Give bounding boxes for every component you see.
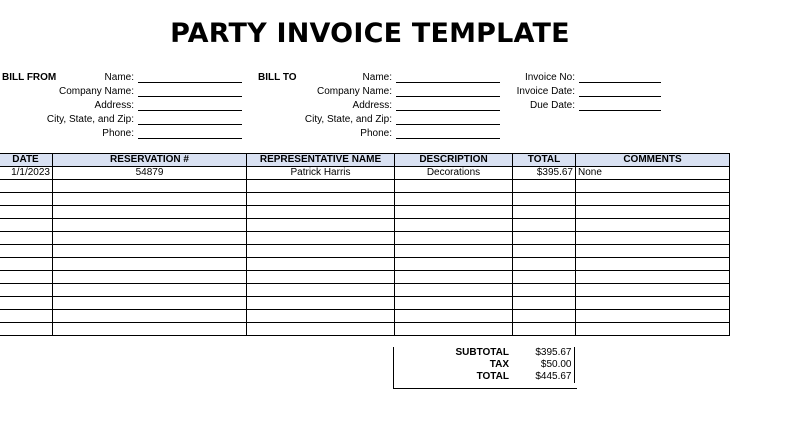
empty-cell[interactable] xyxy=(513,245,576,258)
empty-cell[interactable] xyxy=(247,180,395,193)
table-row-empty xyxy=(0,297,730,310)
empty-cell[interactable] xyxy=(576,193,730,206)
empty-cell[interactable] xyxy=(576,310,730,323)
empty-cell[interactable] xyxy=(0,271,53,284)
col-header-comments: COMMENTS xyxy=(576,154,730,167)
table-row-empty xyxy=(0,245,730,258)
empty-cell[interactable] xyxy=(395,206,513,219)
bill-from-company-label: Company Name: xyxy=(58,86,134,97)
empty-cell[interactable] xyxy=(395,284,513,297)
empty-cell[interactable] xyxy=(247,232,395,245)
cell-date[interactable]: 1/1/2023 xyxy=(0,167,53,180)
empty-cell[interactable] xyxy=(53,323,247,336)
empty-cell[interactable] xyxy=(513,258,576,271)
empty-cell[interactable] xyxy=(576,271,730,284)
totals-table xyxy=(393,347,575,383)
col-header-representative: REPRESENTATIVE NAME xyxy=(247,154,395,167)
col-header-total: TOTAL xyxy=(513,154,576,167)
bill-from-phone-field[interactable] xyxy=(138,138,242,139)
col-header-date: DATE xyxy=(0,154,53,167)
empty-cell[interactable] xyxy=(53,271,247,284)
total-row xyxy=(393,371,574,383)
empty-cell[interactable] xyxy=(53,284,247,297)
bill-to-city-label: City, State, and Zip: xyxy=(304,114,392,125)
bill-from-city-field[interactable] xyxy=(138,124,242,125)
empty-cell[interactable] xyxy=(395,271,513,284)
cell-comments[interactable]: None xyxy=(576,167,730,180)
invoice-date-label: Invoice Date: xyxy=(516,86,575,97)
tax-value[interactable]: $50.00 xyxy=(511,359,574,371)
empty-cell[interactable] xyxy=(576,258,730,271)
empty-cell[interactable] xyxy=(576,297,730,310)
empty-cell[interactable] xyxy=(0,284,53,297)
empty-cell[interactable] xyxy=(513,271,576,284)
cell-description[interactable]: Decorations xyxy=(395,167,513,180)
total-label: TOTAL xyxy=(476,371,509,382)
bill-from-name-field[interactable] xyxy=(138,82,242,83)
bill-to-city-field[interactable] xyxy=(396,124,500,125)
cell-representative[interactable]: Patrick Harris xyxy=(247,167,395,180)
empty-cell[interactable] xyxy=(513,193,576,206)
empty-cell[interactable] xyxy=(395,245,513,258)
empty-cell[interactable] xyxy=(247,258,395,271)
bill-from-name-label: Name: xyxy=(104,72,134,83)
empty-cell[interactable] xyxy=(0,232,53,245)
table-row-empty xyxy=(0,232,730,245)
empty-cell[interactable] xyxy=(576,219,730,232)
empty-cell[interactable] xyxy=(513,310,576,323)
total-value[interactable]: $445.67 xyxy=(511,371,574,383)
tax-row xyxy=(393,359,574,371)
bill-to-name-field[interactable] xyxy=(396,82,500,83)
empty-cell[interactable] xyxy=(247,245,395,258)
empty-cell[interactable] xyxy=(247,284,395,297)
empty-cell[interactable] xyxy=(247,297,395,310)
cell-reservation[interactable]: 54879 xyxy=(53,167,247,180)
empty-cell[interactable] xyxy=(53,232,247,245)
empty-cell[interactable] xyxy=(53,258,247,271)
subtotal-value[interactable]: $395.67 xyxy=(511,347,574,359)
empty-cell[interactable] xyxy=(0,323,53,336)
empty-cell[interactable] xyxy=(513,180,576,193)
due-date-field[interactable] xyxy=(579,110,661,111)
empty-cell[interactable] xyxy=(247,219,395,232)
empty-cell[interactable] xyxy=(513,206,576,219)
bill-to-phone-field[interactable] xyxy=(396,138,500,139)
empty-cell[interactable] xyxy=(53,310,247,323)
empty-cell[interactable] xyxy=(53,180,247,193)
col-header-description: DESCRIPTION xyxy=(395,154,513,167)
due-date-label: Due Date: xyxy=(529,100,575,111)
cell-total[interactable]: $395.67 xyxy=(513,167,576,180)
bill-from-heading: BILL FROM xyxy=(2,72,57,83)
table-row-empty xyxy=(0,310,730,323)
empty-cell[interactable] xyxy=(247,310,395,323)
subtotal-row xyxy=(393,347,574,359)
table-row-empty xyxy=(0,323,730,336)
bill-to-company-field[interactable] xyxy=(396,96,500,97)
table-row-empty xyxy=(0,271,730,284)
empty-cell[interactable] xyxy=(247,206,395,219)
table-row xyxy=(0,167,730,180)
page-title: PARTY INVOICE TEMPLATE xyxy=(170,18,570,49)
empty-cell[interactable] xyxy=(576,232,730,245)
table-header-row xyxy=(0,154,730,167)
empty-cell[interactable] xyxy=(513,284,576,297)
empty-cell[interactable] xyxy=(0,193,53,206)
invoice-date-field[interactable] xyxy=(579,96,661,97)
empty-cell[interactable] xyxy=(53,206,247,219)
empty-cell[interactable] xyxy=(395,232,513,245)
table-row-empty xyxy=(0,180,730,193)
empty-cell[interactable] xyxy=(576,180,730,193)
invoice-table xyxy=(0,153,730,336)
empty-cell[interactable] xyxy=(0,219,53,232)
empty-cell[interactable] xyxy=(0,180,53,193)
empty-cell[interactable] xyxy=(513,219,576,232)
bill-from-phone-label: Phone: xyxy=(102,128,134,139)
bill-from-company-field[interactable] xyxy=(138,96,242,97)
empty-cell[interactable] xyxy=(576,245,730,258)
empty-cell[interactable] xyxy=(395,310,513,323)
bill-to-address-field[interactable] xyxy=(396,110,500,111)
empty-cell[interactable] xyxy=(0,206,53,219)
bill-to-address-label: Address: xyxy=(352,100,392,111)
bill-to-name-label: Name: xyxy=(362,72,392,83)
empty-cell[interactable] xyxy=(247,271,395,284)
empty-cell[interactable] xyxy=(513,297,576,310)
bill-from-address-label: Address: xyxy=(94,100,134,111)
table-row-empty xyxy=(0,193,730,206)
empty-cell[interactable] xyxy=(576,206,730,219)
table-row-empty xyxy=(0,284,730,297)
subtotal-label: SUBTOTAL xyxy=(455,347,509,358)
tax-label: TAX xyxy=(489,359,509,370)
col-header-reservation: RESERVATION # xyxy=(53,154,247,167)
bill-from-city-label: City, State, and Zip: xyxy=(46,114,134,125)
table-row-empty xyxy=(0,258,730,271)
empty-cell[interactable] xyxy=(513,323,576,336)
empty-cell[interactable] xyxy=(395,219,513,232)
invoice-no-label: Invoice No: xyxy=(524,72,575,83)
empty-cell[interactable] xyxy=(395,180,513,193)
bill-from-address-field[interactable] xyxy=(138,110,242,111)
bill-to-company-label: Company Name: xyxy=(316,86,392,97)
empty-cell[interactable] xyxy=(0,297,53,310)
empty-cell[interactable] xyxy=(53,297,247,310)
empty-cell[interactable] xyxy=(247,193,395,206)
empty-cell[interactable] xyxy=(395,323,513,336)
empty-cell[interactable] xyxy=(53,219,247,232)
empty-cell[interactable] xyxy=(0,258,53,271)
table-row-empty xyxy=(0,206,730,219)
empty-cell[interactable] xyxy=(0,245,53,258)
empty-cell[interactable] xyxy=(576,323,730,336)
empty-cell[interactable] xyxy=(53,193,247,206)
table-row-empty xyxy=(0,219,730,232)
empty-cell[interactable] xyxy=(53,245,247,258)
empty-cell[interactable] xyxy=(247,323,395,336)
empty-cell[interactable] xyxy=(513,232,576,245)
invoice-no-field[interactable] xyxy=(579,82,661,83)
bill-to-phone-label: Phone: xyxy=(360,128,392,139)
empty-cell[interactable] xyxy=(0,310,53,323)
empty-cell[interactable] xyxy=(395,297,513,310)
empty-cell[interactable] xyxy=(395,193,513,206)
empty-cell[interactable] xyxy=(395,258,513,271)
empty-cell[interactable] xyxy=(576,284,730,297)
bill-to-heading: BILL TO xyxy=(258,72,297,83)
